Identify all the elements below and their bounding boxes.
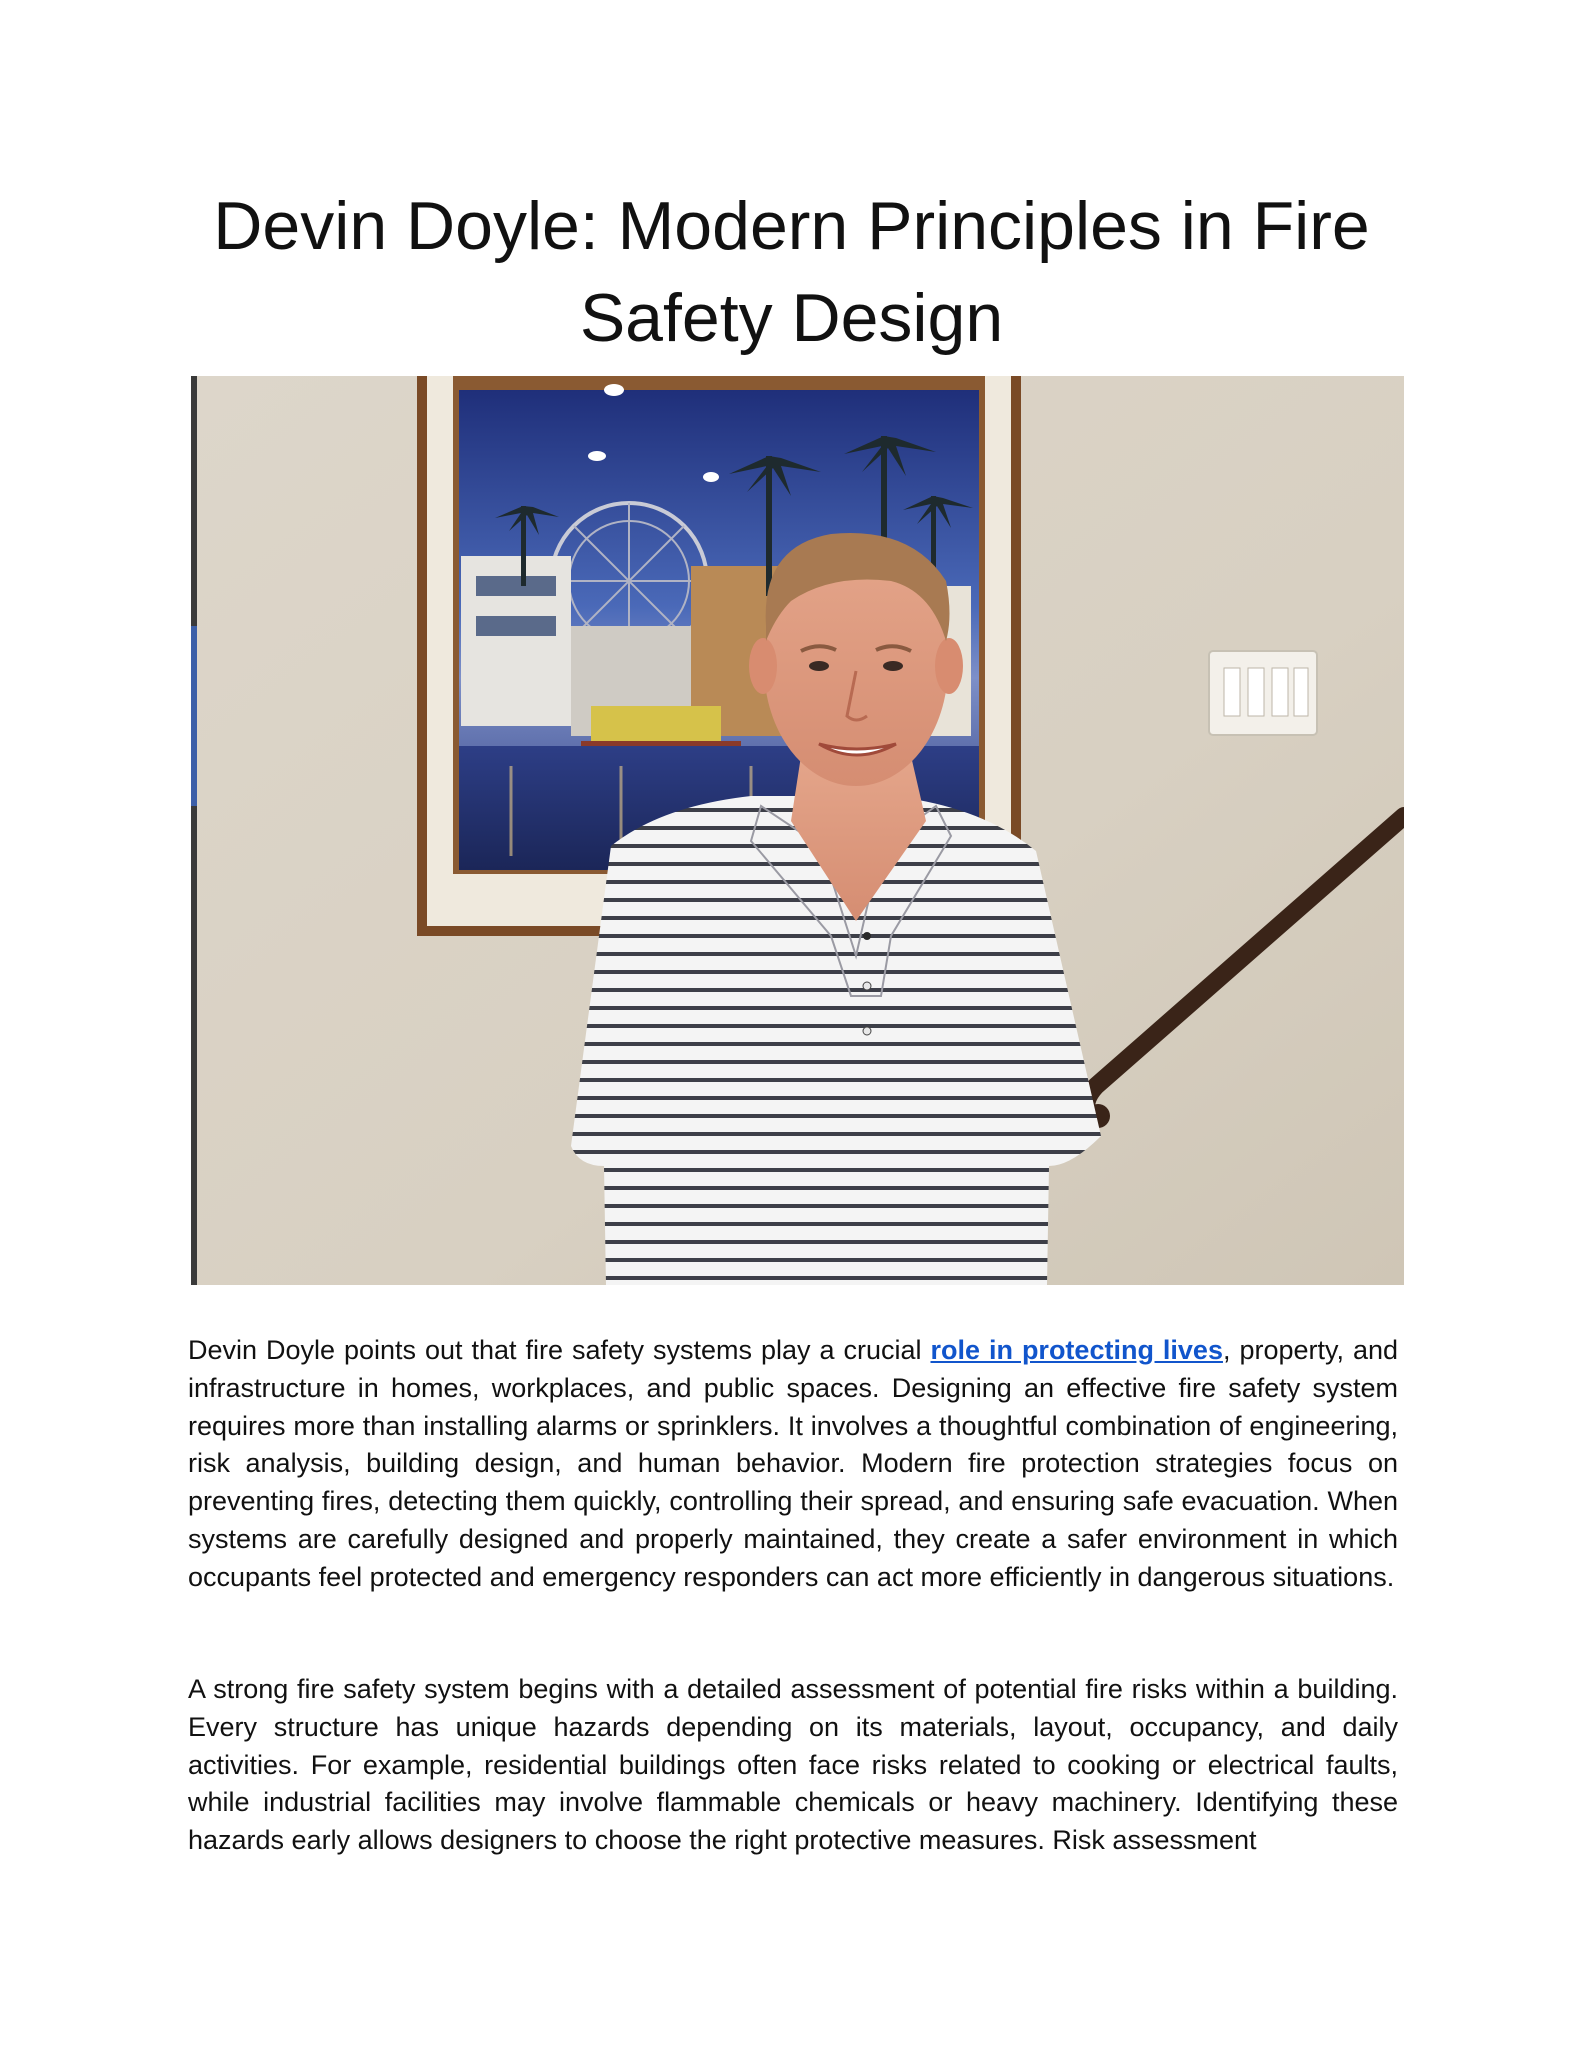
- paragraph-1-text-after-link: , property, and infrastructure in homes, workplaces, and public spaces. Designing an effective fire safety system requires more than installing alarms or sprinklers. It involves a thoughtful combination of engineering, risk analysis, building design, and human behavior. Modern fire protection strategies focus on preventing fires, detecting them quickly, controlling their spread, and ensuring safe evacuation. When systems are carefully designed and properly maintained, they create a safer environment in which occupants feel protected and emergency responders can act more efficiently in dangerous situations.: [188, 1335, 1399, 1592]
- role-in-protecting-lives-link[interactable]: role in protecting lives: [930, 1335, 1223, 1365]
- paragraph-1-text-before-link: Devin Doyle points out that fire safety systems play a crucial: [188, 1335, 931, 1365]
- body-paragraph-1: [188, 1332, 1398, 1597]
- page-title: Devin Doyle: Modern Principles in Fire Safety Design: [213, 188, 1370, 356]
- body-paragraph-2: A strong fire safety system begins with a detailed assessment of potential fire risks within a building. Every structure has unique hazards depending on its materials, layout, occupancy, and daily activities. For example, residential buildings often face risks related to cooking or electrical faults, while industrial facilities may involve flammable chemicals or heavy machinery. Identifying these hazards early allows designers to choose the right protective measures. Risk assessment: [188, 1674, 1398, 1856]
- portrait-photo: [191, 376, 1404, 1285]
